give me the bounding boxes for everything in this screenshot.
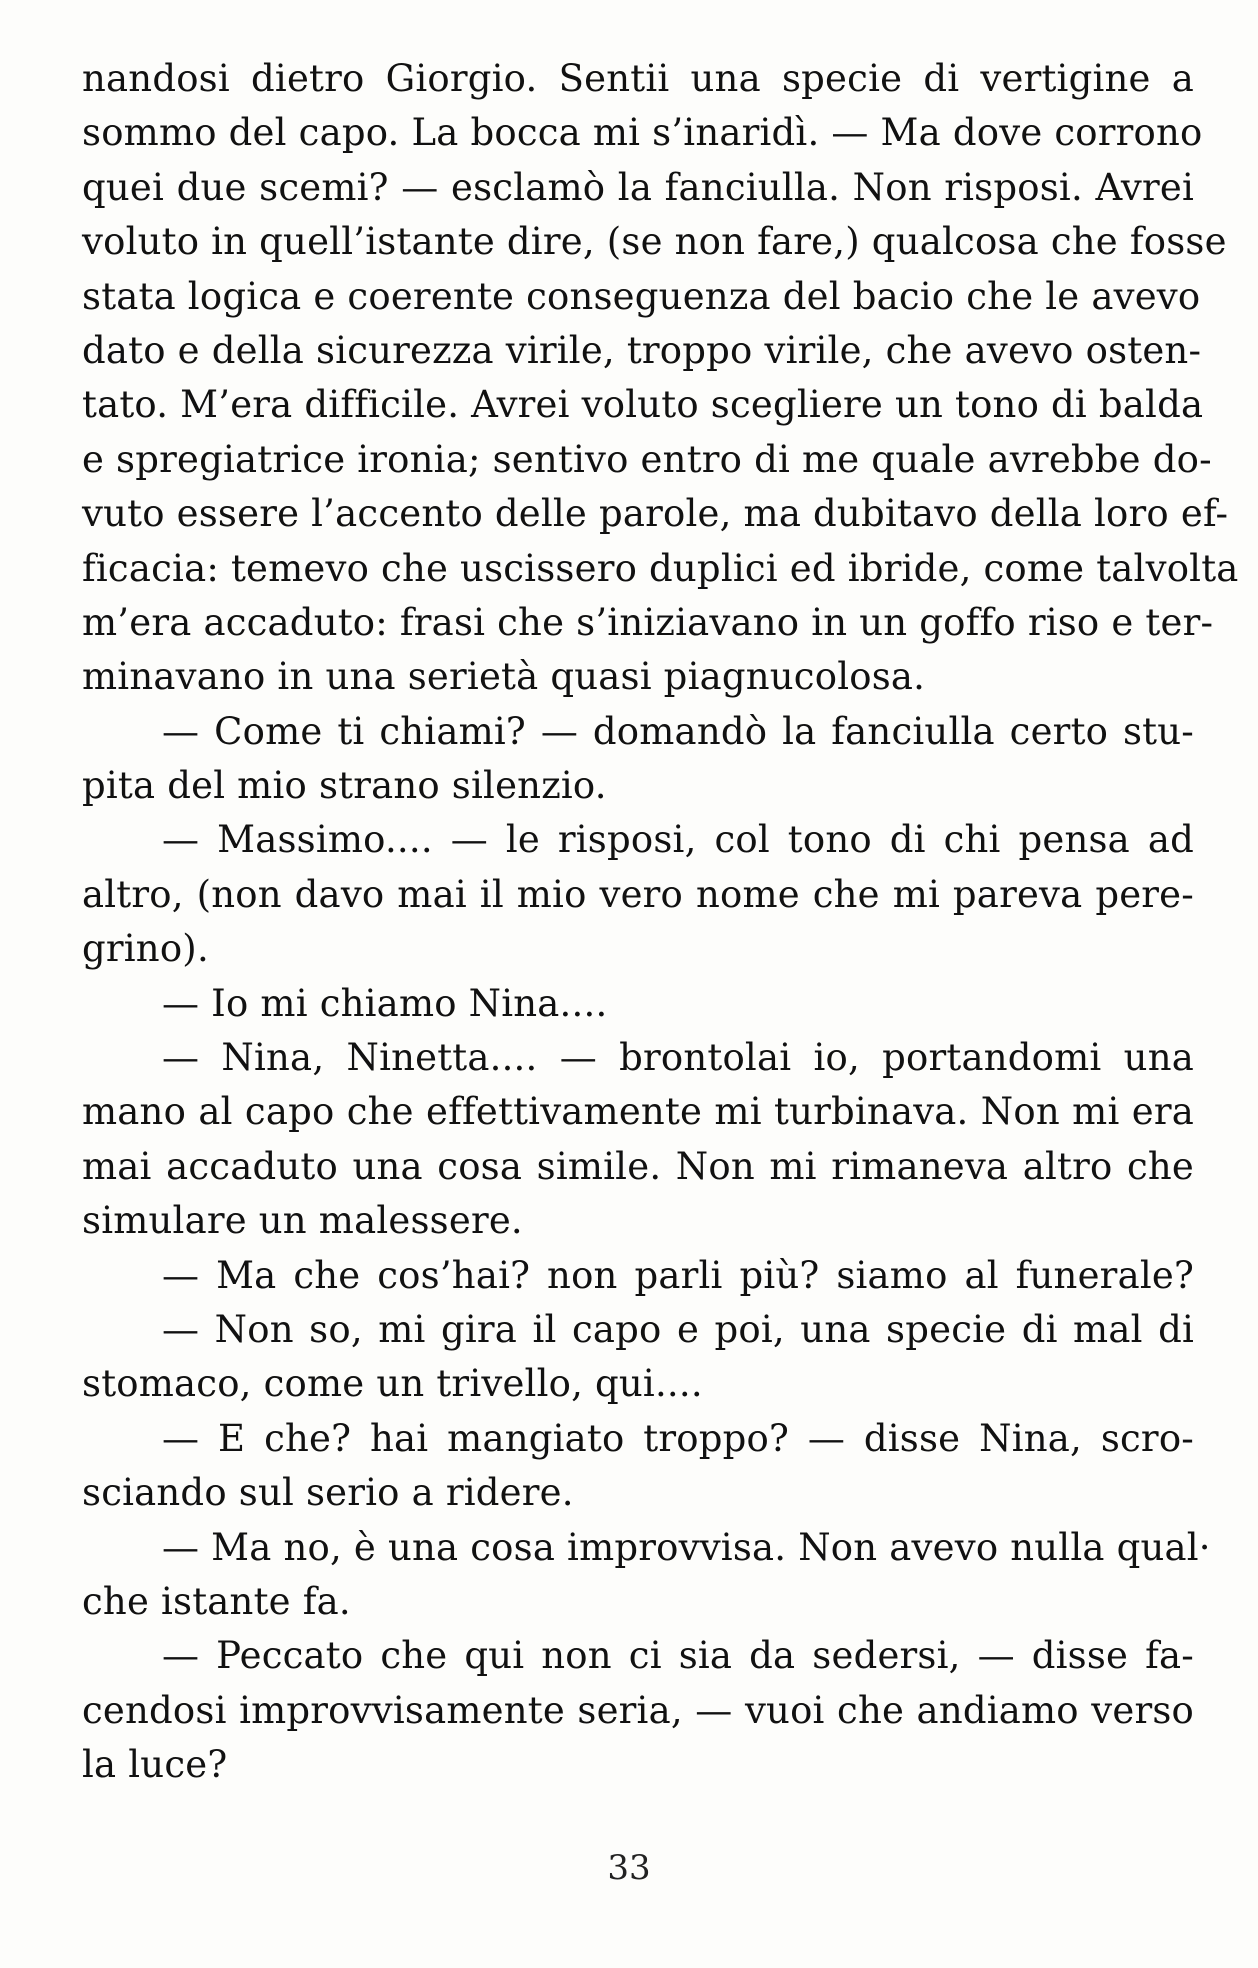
dialogue-line: — Massimo.... — le risposi, col tono di chi pensa ad — [162, 818, 1194, 862]
text-line: vuto essere l’accento delle parole, ma dubitavo della loro ef- — [82, 492, 1229, 536]
text-line: nandosi dietro Giorgio. Sentii una specie di vertigine a — [82, 57, 1194, 100]
text-line: grino). — [82, 927, 209, 971]
body-text — [82, 52, 1239, 1793]
text-line: stata logica e coerente conseguenza del bacio che le avevo — [82, 274, 1201, 318]
text-line: che istante fa. — [82, 1579, 351, 1623]
text-line: sciando sul serio a ridere. — [82, 1471, 574, 1515]
text-line: stomaco, come un trivello, qui.... — [82, 1362, 703, 1406]
dialogue-line: — Io mi chiamo Nina.... — [162, 981, 608, 1025]
text-line: pita del mio strano silenzio. — [82, 764, 607, 808]
text-line: cendosi improvvisamente seria, — vuoi che andiamo verso — [82, 1688, 1194, 1732]
page-number: 33 — [607, 1848, 651, 1888]
text-line: dato e della sicurezza virile, troppo virile, che avevo osten- — [82, 328, 1202, 372]
dialogue-line: — Peccato che qui non ci sia da sedersi, — disse fa- — [162, 1634, 1194, 1678]
dialogue-line: — Ma che cos’hai? non parli più? siamo al funerale? — [162, 1253, 1194, 1297]
text-line: ficacia: temevo che uscissero duplici ed ibride, come talvolta — [82, 546, 1239, 590]
dialogue-line: — Come ti chiami? — domandò la fanciulla certo stu- — [162, 709, 1194, 753]
text-line: tato. M’era difficile. Avrei voluto scegliere un tono di balda — [82, 383, 1204, 427]
text-line: la luce? — [82, 1743, 228, 1787]
text-line: sommo del capo. La bocca mi s’inaridì. — Ma dove corrono — [82, 111, 1203, 155]
text-line: quei due scemi? — esclamò la fanciulla. Non risposi. Avrei — [82, 165, 1194, 209]
text-line: minavano in una serietà quasi piagnucolosa. — [82, 655, 926, 699]
dialogue-line: — Ma no, è una cosa improvvisa. Non avevo nulla qual· — [162, 1525, 1211, 1569]
text-line: mai accaduto una cosa simile. Non mi rimaneva altro che — [82, 1144, 1194, 1188]
text-line: voluto in quell’istante dire, (se non fare,) qualcosa che fosse — [82, 220, 1227, 264]
text-line: m’era accaduto: frasi che s’iniziavano in un goffo riso e ter- — [82, 600, 1214, 644]
dialogue-line: — Non so, mi gira il capo e poi, una specie di mal di — [162, 1307, 1194, 1351]
dialogue-line: — Nina, Ninetta.... — brontolai io, portandomi una — [162, 1036, 1194, 1080]
text-line: e spregiatrice ironia; sentivo entro di me quale avrebbe do- — [82, 437, 1212, 481]
text-line: altro, (non davo mai il mio vero nome che mi pareva pere- — [82, 872, 1194, 916]
dialogue-line: — E che? hai mangiato troppo? — disse Nina, scro- — [162, 1416, 1194, 1460]
text-line: simulare un malessere. — [82, 1199, 523, 1243]
text-line: mano al capo che effettivamente mi turbinava. Non mi era — [82, 1090, 1194, 1134]
